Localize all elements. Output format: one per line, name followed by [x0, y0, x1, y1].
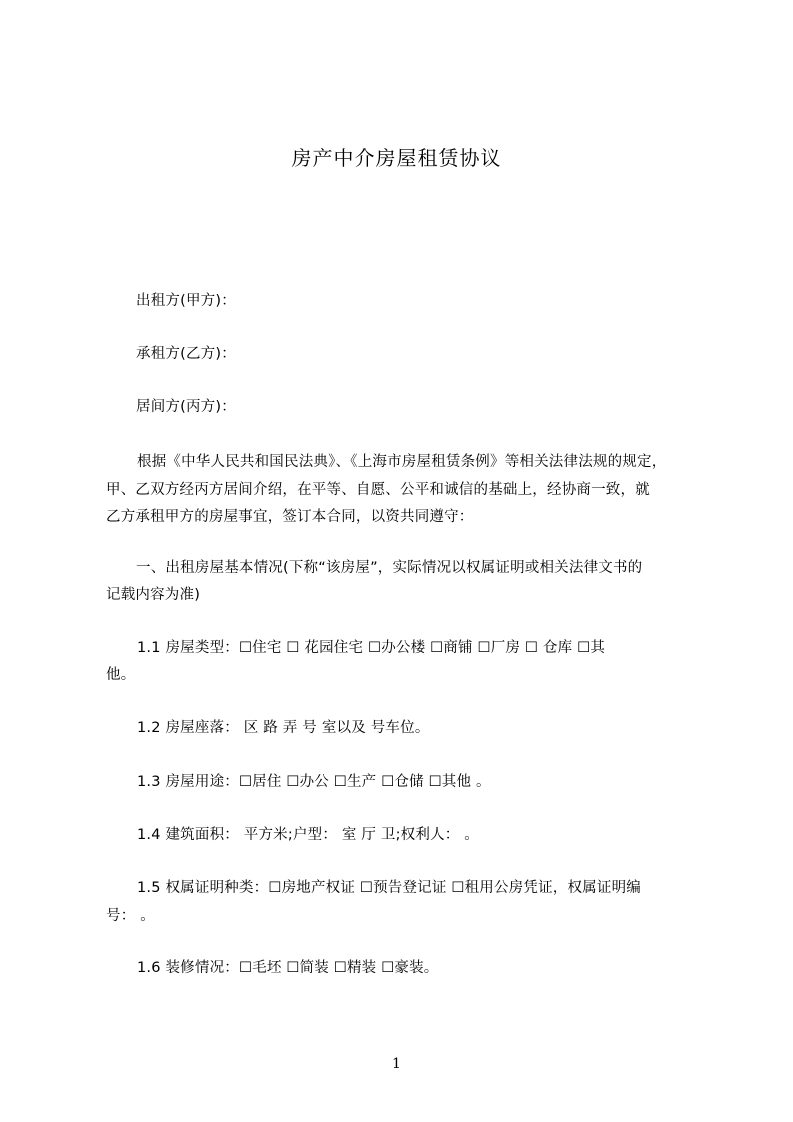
item-1-1-line-2: 他。 [106, 667, 136, 683]
page-number: 1 [392, 1056, 401, 1072]
item-1-2: 1.2 房屋座落： 区 路 弄 号 室以及 号车位。 [137, 720, 430, 736]
section-1-heading-line-1: 一、出租房屋基本情况(下称“该房屋”，实际情况以权属证明或相关法律文书的 [136, 560, 643, 576]
party-c-label: 居间方(丙方)： [136, 399, 236, 415]
item-1-4: 1.4 建筑面积： 平方米;户型： 室 厅 卫;权利人： 。 [137, 827, 479, 843]
item-1-5-line-2: 号： 。 [106, 908, 155, 924]
document-title: 房产中介房屋租赁协议 [291, 146, 502, 170]
item-1-5-line-1: 1.5 权属证明种类：☐房地产权证 ☐预告登记证 ☐租用公房凭证，权属证明编 [137, 880, 641, 896]
item-1-1-line-1: 1.1 房屋类型：☐住宅 ☐ 花园住宅 ☐办公楼 ☐商铺 ☐厂房 ☐ 仓库 ☐其 [137, 640, 606, 656]
party-b-label: 承租方(乙方)： [136, 346, 236, 362]
preamble-line-1: 根据《中华人民共和国民法典》、《上海市房屋租赁条例》等相关法律法规的规定， [137, 454, 667, 470]
preamble-line-2: 甲、乙双方经丙方居间介绍，在平等、自愿、公平和诚信的基础上，经协商一致，就 [106, 482, 650, 498]
section-1-heading-line-2: 记载内容为准) [106, 587, 201, 603]
preamble-line-3: 乙方承租甲方的房屋事宜，签订本合同，以资共同遵守： [106, 509, 474, 525]
party-a-label: 出租方(甲方)： [136, 293, 236, 309]
item-1-3: 1.3 房屋用途：☐居住 ☐办公 ☐生产 ☐仓储 ☐其他 。 [137, 774, 491, 790]
item-1-6: 1.6 装修情况：☐毛坯 ☐简装 ☐精装 ☐豪装。 [137, 960, 439, 976]
